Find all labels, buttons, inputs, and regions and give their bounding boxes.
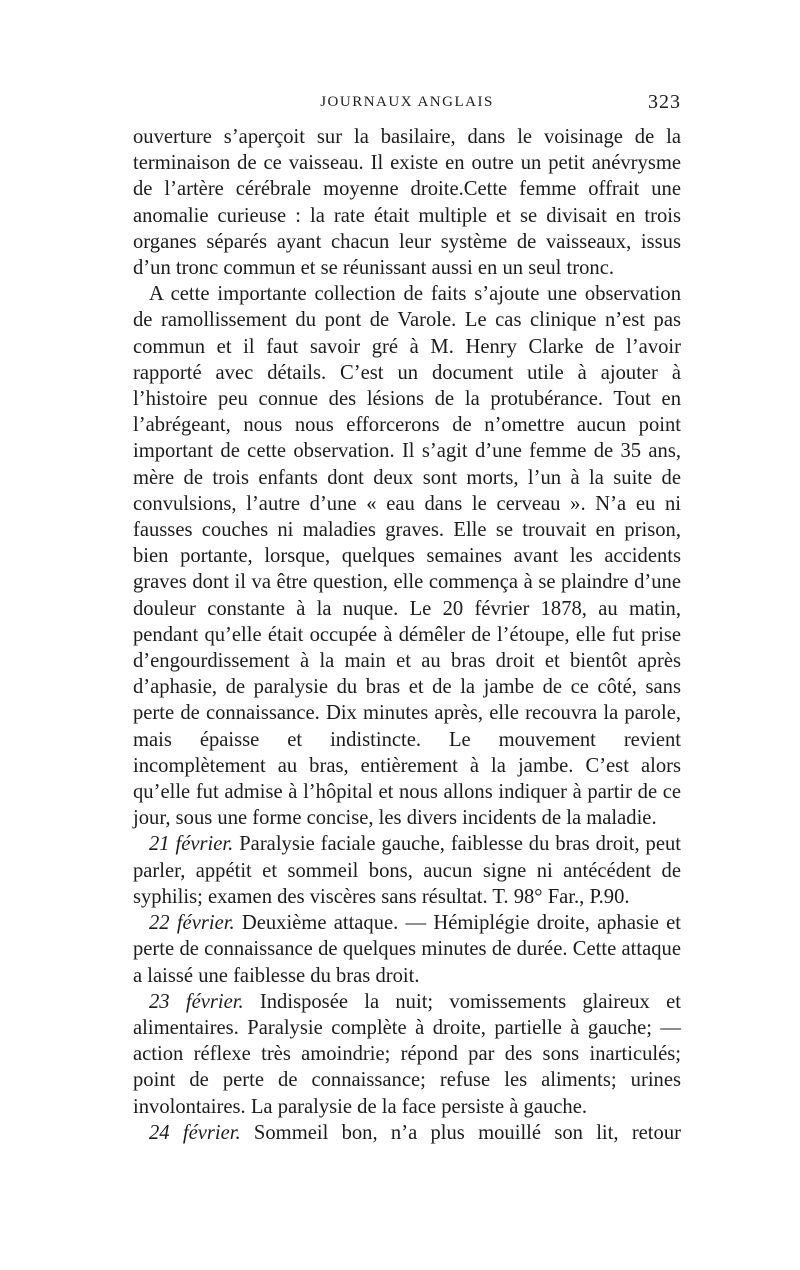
body-text: [133, 124, 681, 1146]
entry-text: Deuxième attaque. — Hémiplégie droite, aphasie et perte de connaissance de quelques minutes de durée. Cette attaque a laissé une faiblesse du bras droit.: [133, 912, 681, 987]
diary-entry: [133, 989, 681, 1120]
entry-text: Sommeil bon, n’a plus mouillé son lit, retour: [240, 1121, 681, 1144]
entry-text: Paralysie faciale gauche, faiblesse du bras droit, peut parler, appétit et sommeil bons, aucun signe ni antécédent de syphilis; examen des viscères sans résultat. T. 98° Far., P.90.: [133, 833, 681, 908]
running-header: [133, 91, 681, 116]
diary-entry: [133, 831, 681, 910]
entry-date: 23 février.: [149, 990, 244, 1013]
entry-date: 24 février.: [149, 1121, 241, 1144]
diary-entry: [133, 1120, 681, 1146]
paragraph: A cette importante collection de faits s’ajoute une observation de ramollissement du pont de Varole. Le cas clinique n’est pas commun et il faut savoir gré à M. Henry Clarke de l’avoir rapporté avec détails. C’est un document utile à ajouter à l’histoire peu connue des lésions de la protubérance. Tout en l’abrégeant, nous nous efforcerons de n’omettre aucun point important de cette observation. Il s’agit d’une femme de 35 ans, mère de trois enfants dont deux sont morts, l’un à la suite de convulsions, l’autre d’une « eau dans le cerveau ». N’a eu ni fausses couches ni maladies graves. Elle se trouvait en prison, bien portante, lorsque, quelques semaines avant les accidents graves dont il va être question, elle commença à se plaindre d’une douleur constante à la nuque. Le 20 février 1878, au matin, pendant qu’elle était occupée à démêler de l’étoupe, elle fut prise d’engourdissement à la main et au bras droit et bientôt après d’aphasie, de paralysie du bras et de la jambe de ce côté, sans perte de connaissance. Dix minutes après, elle recouvra la parole, mais épaisse et indistincte. Le mouvement revient incomplètement au bras, entièrement à la jambe. C’est alors qu’elle fut admise à l’hôpital et nous allons indiquer à partir de ce jour, sous une forme concise, les divers incidents de la maladie.: [133, 283, 681, 830]
diary-entry: [133, 910, 681, 989]
entry-date: 21 février.: [149, 833, 234, 856]
running-title: JOURNAUX ANGLAIS: [320, 94, 494, 110]
paragraph: ouverture s’aperçoit sur la basilaire, dans le voisinage de la terminaison de ce vaisseau. Il existe en outre un petit anévrysme de l’artère cérébrale moyenne droite.Cette femme offrait une anomalie curieuse : la rate était multiple et se divisait en trois organes séparés ayant chacun leur système de vaisseaux, issus d’un tronc commun et se réunissant aussi en un seul tronc.: [133, 126, 681, 280]
entry-text: Indisposée la nuit; vomissements glaireux et alimentaires. Paralysie complète à droite, partielle à gauche; — action réflexe très amoindrie; répond par des sons inarticulés; point de perte de connaissance; refuse les aliments; urines involontaires. La paralysie de la face persiste à gauche.: [133, 990, 681, 1118]
page-number: 323: [648, 91, 681, 113]
entry-date: 22 février.: [149, 912, 235, 935]
